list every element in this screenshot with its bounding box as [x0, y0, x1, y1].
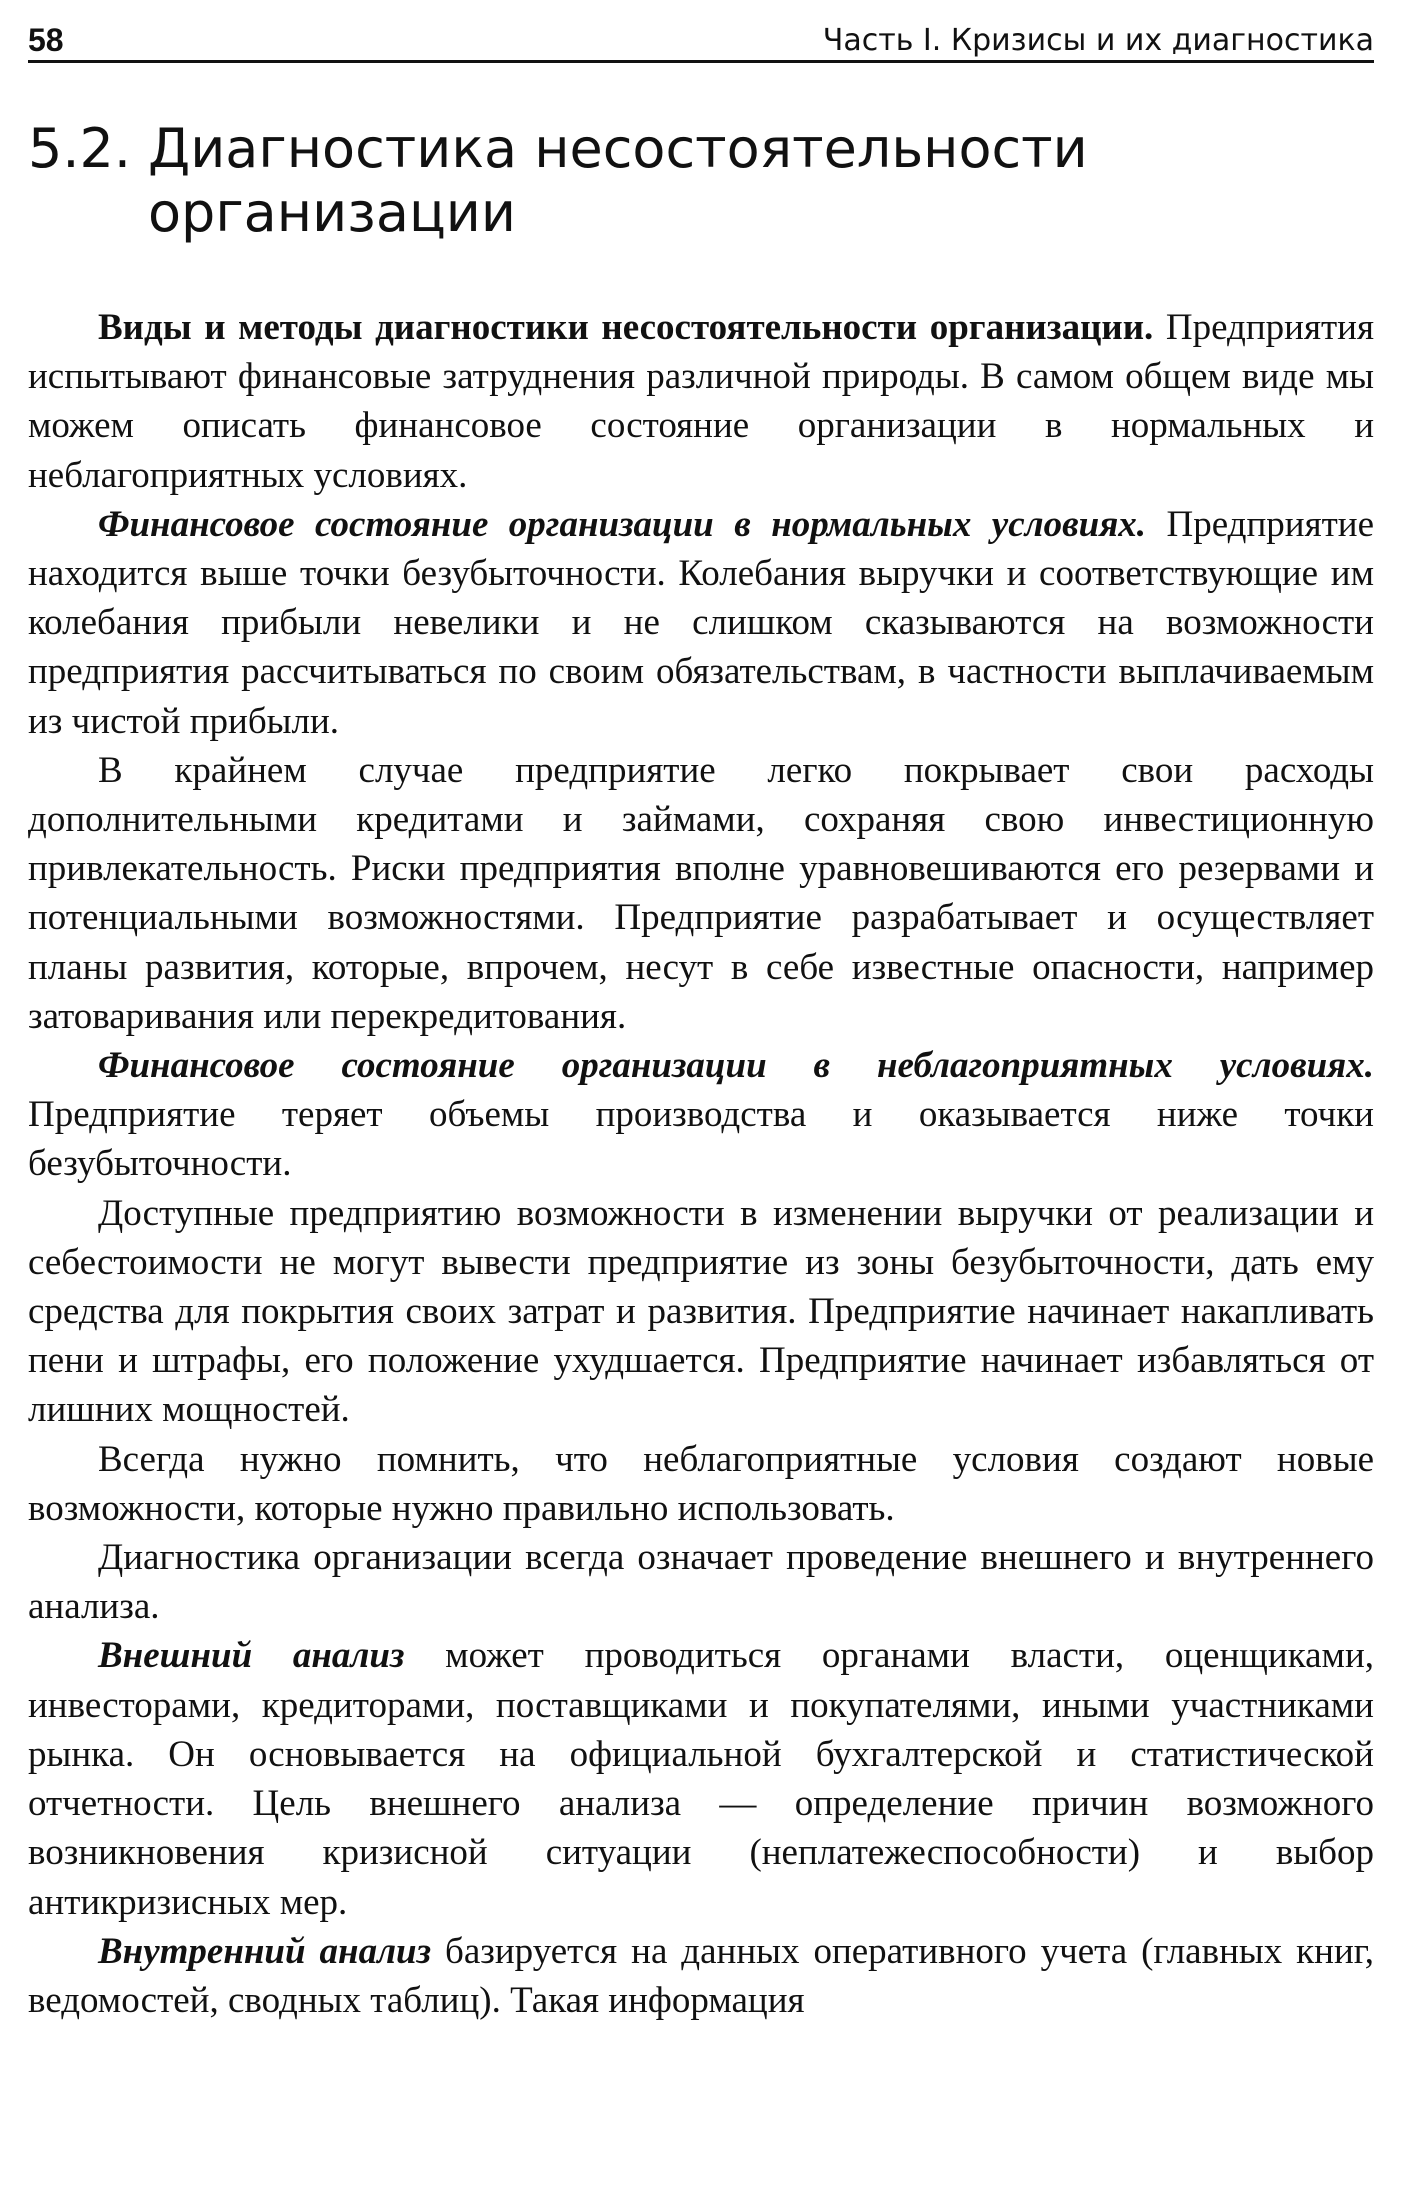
- paragraph-runin-heading: Виды и методы диагностики несостоятельности организации.: [98, 307, 1154, 348]
- paragraph: [28, 746, 1374, 1041]
- paragraph: [28, 1435, 1374, 1533]
- paragraph-runin-heading: Внешний анализ: [98, 1635, 405, 1677]
- paragraph-text: Предприятия испытывают финансовые затруднения различной природы. В самом общем виде мы можем описать финансовое состояние организации в нормальных и неблагоприятных условиях.: [28, 307, 1374, 496]
- page-header: [28, 10, 1374, 63]
- paragraph-text: может проводиться органами власти, оценщиками, инвесторами, кредиторами, поставщиками и покупателями, иными участниками рынка. Он основывается на официальной бухгалтерской и статистической отчетности. Цель внешнего анализа — определение причин возможного возникновения кризисной ситуации (неплатежеспособности) и выбор антикризисных мер.: [28, 1635, 1374, 1923]
- paragraph: [28, 1189, 1374, 1435]
- running-head: Часть I. Кризисы и их диагностика: [822, 23, 1374, 58]
- paragraph-text: Всегда нужно помнить, что неблагоприятные условия создают новые возможности, которые нужно правильно использовать.: [28, 1438, 1374, 1529]
- body-text: [28, 303, 1374, 2025]
- paragraph: [28, 303, 1374, 500]
- paragraph-text: Предприятие теряет объемы производства и оказывается ниже точки безубыточности.: [28, 1094, 1374, 1185]
- paragraph: [28, 500, 1374, 746]
- page-number: 58: [28, 22, 64, 58]
- section-title: Диагностика несостоятельности организации: [148, 117, 1088, 244]
- paragraph: [28, 1631, 1374, 1926]
- paragraph: [28, 1041, 1374, 1189]
- paragraph-text: Доступные предприятию возможности в изменении выручки от реализации и себестоимости не могут вывести предприятие из зоны безубыточности, дать ему средства для покрытия своих затрат и развития. Предприятие начинает накапливать пени и штрафы, его положение ухудшается. Предприятие начинает избавляться от лишних мощностей.: [28, 1192, 1374, 1431]
- paragraph-text: базируется на данных оперативного учета (главных книг, ведомостей, сводных таблиц). Такая информация: [28, 1930, 1375, 2021]
- paragraph-text: Диагностика организации всегда означает проведение внешнего и внутреннего анализа.: [28, 1537, 1374, 1628]
- paragraph-runin-heading: Финансовое состояние организации в неблагоприятных условиях.: [98, 1045, 1374, 1087]
- paragraph: [28, 1533, 1374, 1631]
- paragraph-text: Предприятие находится выше точки безубыточности. Колебания выручки и соответствующие им колебания прибыли невелики и не слишком сказываются на возможности предприятия рассчитываться по своим обязательствам, в частности выплачиваемым из чистой прибыли.: [28, 503, 1375, 742]
- paragraph-runin-heading: Финансовое состояние организации в нормальных условиях.: [98, 503, 1147, 545]
- paragraph-text: В крайнем случае предприятие легко покрывает свои расходы дополнительными кредитами и займами, сохраняя свою инвестиционную привлекательность. Риски предприятия вполне уравновешиваются его резервами и потенциальными возможностями. Предприятие разрабатывает и осуществляет планы развития, которые, впрочем, несут в себе известные опасности, например затоваривания или перекредитования.: [28, 749, 1374, 1037]
- section-heading: [28, 117, 1374, 245]
- section-number: 5.2.: [28, 117, 132, 180]
- book-page: [28, 10, 1374, 2025]
- paragraph-runin-heading: Внутренний анализ: [98, 1930, 432, 1972]
- paragraph: [28, 1927, 1374, 2025]
